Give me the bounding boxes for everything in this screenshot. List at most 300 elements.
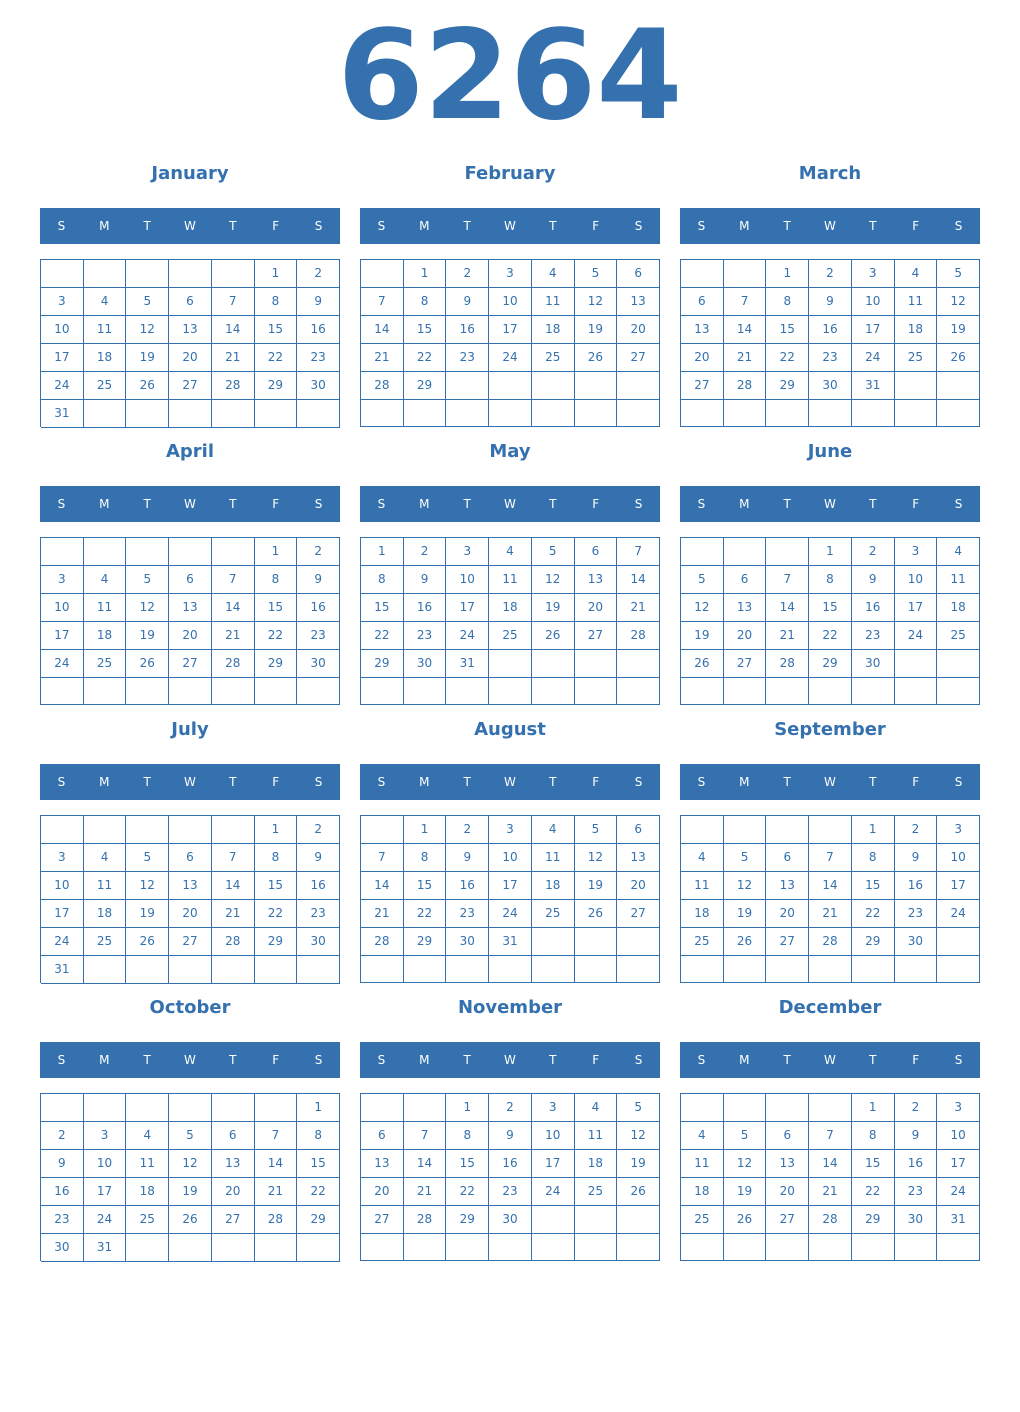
day-cell: 27: [169, 372, 212, 400]
day-cell: 14: [212, 316, 255, 344]
empty-cell: [681, 816, 724, 844]
day-cell: 29: [852, 1206, 895, 1234]
empty-cell: [532, 650, 575, 678]
day-cell: 15: [297, 1150, 340, 1178]
day-cell: 6: [766, 1122, 809, 1150]
day-cell: 9: [809, 288, 852, 316]
empty-cell: [617, 650, 660, 678]
month-may: [360, 440, 660, 706]
day-cell: 2: [852, 538, 895, 566]
day-cell: 4: [575, 1094, 618, 1122]
empty-cell: [724, 956, 767, 983]
weekday-label: M: [739, 775, 750, 789]
weekday-label: M: [419, 1053, 430, 1067]
month-march: [680, 162, 980, 428]
day-cell: 3: [489, 260, 532, 288]
empty-cell: [617, 1234, 660, 1261]
empty-cell: [446, 956, 489, 983]
day-cell: 24: [41, 650, 84, 678]
empty-cell: [404, 1234, 447, 1261]
day-cell: 19: [169, 1178, 212, 1206]
month-name: January: [151, 163, 229, 184]
day-cell: 15: [404, 872, 447, 900]
day-cell: 7: [361, 844, 404, 872]
day-grid: [680, 815, 980, 983]
empty-cell: [681, 956, 724, 983]
day-cell: 14: [724, 316, 767, 344]
weekday-label: F: [272, 1053, 280, 1067]
empty-cell: [852, 1234, 895, 1261]
weekday-label: S: [314, 1053, 323, 1067]
empty-cell: [169, 400, 212, 428]
day-cell: 12: [575, 844, 618, 872]
day-cell: 18: [575, 1150, 618, 1178]
day-cell: 11: [126, 1150, 169, 1178]
day-cell: 25: [84, 650, 127, 678]
day-cell: 29: [404, 372, 447, 400]
empty-cell: [489, 400, 532, 427]
empty-cell: [169, 1094, 212, 1122]
month-december: [680, 996, 980, 1262]
day-cell: 2: [895, 1094, 938, 1122]
empty-cell: [212, 1094, 255, 1122]
day-cell: 9: [297, 566, 340, 594]
day-cell: 13: [169, 316, 212, 344]
empty-cell: [489, 678, 532, 705]
day-cell: 21: [766, 622, 809, 650]
empty-cell: [724, 260, 767, 288]
empty-cell: [169, 956, 212, 984]
month-name: December: [778, 997, 882, 1018]
weekday-label: T: [549, 497, 557, 511]
day-cell: 6: [169, 288, 212, 316]
weekday-label: F: [912, 775, 920, 789]
day-cell: 19: [617, 1150, 660, 1178]
day-cell: 10: [489, 844, 532, 872]
day-cell: 1: [404, 260, 447, 288]
day-cell: 24: [895, 622, 938, 650]
empty-cell: [681, 260, 724, 288]
day-cell: 19: [126, 900, 169, 928]
day-cell: 13: [766, 872, 809, 900]
day-cell: 21: [404, 1178, 447, 1206]
empty-cell: [809, 678, 852, 705]
empty-cell: [255, 956, 298, 984]
day-cell: 12: [126, 316, 169, 344]
empty-cell: [255, 678, 298, 705]
day-cell: 16: [41, 1178, 84, 1206]
day-cell: 6: [724, 566, 767, 594]
empty-cell: [297, 1234, 340, 1262]
empty-cell: [617, 400, 660, 427]
day-cell: 7: [212, 566, 255, 594]
empty-cell: [84, 400, 127, 428]
day-cell: 11: [532, 288, 575, 316]
weekday-label: T: [143, 775, 151, 789]
empty-cell: [852, 678, 895, 705]
empty-cell: [446, 400, 489, 427]
day-cell: 26: [126, 928, 169, 956]
weekday-label: F: [912, 1053, 920, 1067]
day-cell: 21: [212, 622, 255, 650]
day-cell: 28: [724, 372, 767, 400]
day-cell: 15: [361, 594, 404, 622]
day-cell: 5: [575, 816, 618, 844]
day-cell: 20: [169, 622, 212, 650]
empty-cell: [361, 1234, 404, 1261]
day-cell: 3: [895, 538, 938, 566]
day-cell: 25: [681, 928, 724, 956]
month-name: October: [149, 997, 231, 1018]
day-cell: 26: [126, 650, 169, 678]
day-cell: 24: [937, 900, 980, 928]
weekday-label: M: [99, 219, 110, 233]
day-cell: 25: [895, 344, 938, 372]
day-cell: 18: [532, 872, 575, 900]
day-cell: 30: [41, 1234, 84, 1262]
day-cell: 31: [852, 372, 895, 400]
day-cell: 21: [212, 900, 255, 928]
day-cell: 19: [724, 900, 767, 928]
weekday-label: T: [143, 497, 151, 511]
day-cell: 29: [404, 928, 447, 956]
empty-cell: [532, 400, 575, 427]
day-cell: 29: [852, 928, 895, 956]
day-cell: 8: [404, 288, 447, 316]
weekday-label: T: [783, 775, 791, 789]
weekday-header: [40, 1042, 340, 1078]
day-cell: 22: [404, 344, 447, 372]
month-name: September: [774, 719, 886, 740]
day-cell: 4: [126, 1122, 169, 1150]
weekday-header: [40, 486, 340, 522]
day-cell: 2: [297, 260, 340, 288]
empty-cell: [617, 1206, 660, 1234]
day-cell: 8: [446, 1122, 489, 1150]
empty-cell: [809, 400, 852, 427]
day-cell: 23: [404, 622, 447, 650]
empty-cell: [361, 400, 404, 427]
empty-cell: [575, 372, 618, 400]
day-cell: 25: [84, 928, 127, 956]
day-cell: 18: [681, 1178, 724, 1206]
day-cell: 22: [446, 1178, 489, 1206]
day-cell: 22: [852, 1178, 895, 1206]
day-cell: 16: [895, 1150, 938, 1178]
weekday-label: M: [99, 1053, 110, 1067]
month-name: July: [171, 719, 209, 740]
empty-cell: [724, 816, 767, 844]
day-cell: 31: [41, 956, 84, 984]
day-cell: 27: [617, 344, 660, 372]
weekday-label: S: [377, 219, 386, 233]
day-cell: 4: [84, 288, 127, 316]
year-title: 6264: [337, 4, 683, 148]
weekday-header: [680, 208, 980, 244]
day-cell: 15: [446, 1150, 489, 1178]
day-cell: 12: [126, 594, 169, 622]
day-cell: 30: [297, 928, 340, 956]
day-grid: [40, 1093, 340, 1261]
empty-cell: [766, 816, 809, 844]
day-cell: 11: [84, 872, 127, 900]
day-cell: 13: [361, 1150, 404, 1178]
weekday-label: S: [377, 1053, 386, 1067]
day-cell: 12: [724, 1150, 767, 1178]
empty-cell: [895, 372, 938, 400]
month-february: [360, 162, 660, 428]
day-cell: 18: [532, 316, 575, 344]
empty-cell: [617, 372, 660, 400]
day-cell: 6: [361, 1122, 404, 1150]
weekday-label: W: [824, 775, 836, 789]
empty-cell: [126, 400, 169, 428]
day-cell: 9: [41, 1150, 84, 1178]
day-cell: 1: [255, 816, 298, 844]
weekday-header: [680, 486, 980, 522]
day-cell: 19: [724, 1178, 767, 1206]
day-cell: 17: [41, 622, 84, 650]
day-cell: 6: [617, 260, 660, 288]
day-cell: 8: [809, 566, 852, 594]
day-cell: 8: [852, 844, 895, 872]
day-cell: 30: [809, 372, 852, 400]
weekday-label: T: [549, 219, 557, 233]
weekday-label: T: [143, 219, 151, 233]
day-cell: 14: [809, 872, 852, 900]
day-cell: 16: [809, 316, 852, 344]
day-cell: 27: [575, 622, 618, 650]
day-cell: 12: [532, 566, 575, 594]
day-cell: 5: [724, 1122, 767, 1150]
empty-cell: [766, 956, 809, 983]
empty-cell: [41, 678, 84, 705]
day-cell: 7: [255, 1122, 298, 1150]
day-cell: 14: [361, 316, 404, 344]
day-cell: 10: [84, 1150, 127, 1178]
empty-cell: [84, 260, 127, 288]
empty-cell: [297, 678, 340, 705]
day-cell: 28: [766, 650, 809, 678]
day-cell: 8: [297, 1122, 340, 1150]
day-cell: 9: [446, 844, 489, 872]
day-cell: 27: [766, 1206, 809, 1234]
day-cell: 7: [404, 1122, 447, 1150]
day-cell: 19: [937, 316, 980, 344]
weekday-header: [680, 764, 980, 800]
day-cell: 23: [489, 1178, 532, 1206]
day-cell: 9: [297, 844, 340, 872]
day-cell: 17: [446, 594, 489, 622]
day-cell: 20: [212, 1178, 255, 1206]
weekday-label: T: [463, 497, 471, 511]
weekday-label: S: [314, 219, 323, 233]
day-cell: 29: [766, 372, 809, 400]
day-cell: 11: [84, 594, 127, 622]
day-cell: 17: [489, 316, 532, 344]
day-cell: 3: [937, 1094, 980, 1122]
empty-cell: [724, 678, 767, 705]
day-cell: 8: [255, 566, 298, 594]
empty-cell: [126, 956, 169, 984]
weekday-label: M: [99, 497, 110, 511]
day-cell: 4: [84, 844, 127, 872]
day-cell: 12: [617, 1122, 660, 1150]
weekday-label: T: [869, 497, 877, 511]
day-cell: 4: [937, 538, 980, 566]
empty-cell: [617, 956, 660, 983]
weekday-label: S: [954, 1053, 963, 1067]
day-cell: 1: [766, 260, 809, 288]
day-grid: [360, 259, 660, 427]
month-name: February: [464, 163, 556, 184]
day-cell: 18: [84, 622, 127, 650]
weekday-label: S: [697, 1053, 706, 1067]
day-cell: 26: [937, 344, 980, 372]
weekday-label: S: [314, 497, 323, 511]
empty-cell: [84, 538, 127, 566]
day-cell: 26: [724, 928, 767, 956]
day-cell: 16: [297, 594, 340, 622]
weekday-label: M: [99, 775, 110, 789]
day-cell: 2: [489, 1094, 532, 1122]
day-cell: 11: [575, 1122, 618, 1150]
empty-cell: [575, 928, 618, 956]
day-cell: 25: [84, 372, 127, 400]
day-grid: [680, 537, 980, 705]
day-cell: 3: [532, 1094, 575, 1122]
empty-cell: [937, 1234, 980, 1261]
empty-cell: [212, 400, 255, 428]
empty-cell: [937, 650, 980, 678]
day-cell: 25: [575, 1178, 618, 1206]
empty-cell: [937, 372, 980, 400]
day-cell: 14: [361, 872, 404, 900]
day-cell: 19: [681, 622, 724, 650]
weekday-label: S: [954, 219, 963, 233]
day-cell: 5: [724, 844, 767, 872]
empty-cell: [937, 400, 980, 427]
empty-cell: [404, 678, 447, 705]
day-grid: [360, 1093, 660, 1261]
empty-cell: [895, 678, 938, 705]
day-cell: 25: [937, 622, 980, 650]
weekday-label: S: [697, 775, 706, 789]
empty-cell: [681, 1234, 724, 1261]
day-cell: 13: [169, 594, 212, 622]
empty-cell: [852, 400, 895, 427]
empty-cell: [766, 538, 809, 566]
day-cell: 15: [255, 594, 298, 622]
empty-cell: [575, 1206, 618, 1234]
day-cell: 15: [809, 594, 852, 622]
day-cell: 4: [532, 816, 575, 844]
day-cell: 5: [126, 288, 169, 316]
empty-cell: [575, 400, 618, 427]
empty-cell: [809, 1094, 852, 1122]
empty-cell: [404, 956, 447, 983]
day-cell: 25: [681, 1206, 724, 1234]
empty-cell: [212, 260, 255, 288]
empty-cell: [681, 1094, 724, 1122]
day-cell: 11: [84, 316, 127, 344]
day-cell: 1: [255, 260, 298, 288]
weekday-label: T: [463, 775, 471, 789]
day-cell: 29: [446, 1206, 489, 1234]
empty-cell: [532, 956, 575, 983]
month-name: April: [165, 441, 215, 462]
month-october: [40, 996, 340, 1262]
day-cell: 2: [446, 260, 489, 288]
day-cell: 29: [297, 1206, 340, 1234]
day-cell: 30: [297, 650, 340, 678]
weekday-label: W: [824, 219, 836, 233]
day-cell: 29: [361, 650, 404, 678]
weekday-header: [40, 208, 340, 244]
day-cell: 6: [681, 288, 724, 316]
day-cell: 9: [489, 1122, 532, 1150]
weekday-label: F: [592, 1053, 600, 1067]
empty-cell: [724, 538, 767, 566]
day-cell: 9: [297, 288, 340, 316]
day-cell: 24: [937, 1178, 980, 1206]
month-name: June: [807, 441, 853, 462]
day-cell: 11: [489, 566, 532, 594]
day-cell: 10: [41, 316, 84, 344]
day-cell: 22: [404, 900, 447, 928]
empty-cell: [361, 678, 404, 705]
empty-cell: [446, 678, 489, 705]
day-cell: 20: [766, 1178, 809, 1206]
empty-cell: [84, 816, 127, 844]
day-cell: 26: [724, 1206, 767, 1234]
day-cell: 2: [297, 816, 340, 844]
empty-cell: [126, 816, 169, 844]
day-cell: 1: [809, 538, 852, 566]
day-cell: 28: [212, 372, 255, 400]
day-cell: 14: [212, 594, 255, 622]
day-cell: 18: [895, 316, 938, 344]
day-cell: 7: [212, 288, 255, 316]
day-cell: 24: [41, 372, 84, 400]
weekday-label: T: [229, 775, 237, 789]
day-cell: 7: [361, 288, 404, 316]
weekday-label: T: [549, 1053, 557, 1067]
day-cell: 12: [169, 1150, 212, 1178]
day-cell: 15: [766, 316, 809, 344]
month-june: [680, 440, 980, 706]
empty-cell: [532, 928, 575, 956]
day-cell: 13: [575, 566, 618, 594]
day-cell: 24: [41, 928, 84, 956]
day-cell: 27: [681, 372, 724, 400]
empty-cell: [297, 400, 340, 428]
weekday-label: S: [634, 775, 643, 789]
day-cell: 28: [212, 928, 255, 956]
day-cell: 13: [617, 844, 660, 872]
day-cell: 6: [617, 816, 660, 844]
weekday-label: W: [504, 219, 516, 233]
weekday-label: W: [504, 497, 516, 511]
day-cell: 5: [126, 844, 169, 872]
day-cell: 28: [809, 1206, 852, 1234]
empty-cell: [212, 956, 255, 984]
day-cell: 14: [617, 566, 660, 594]
empty-cell: [617, 928, 660, 956]
day-cell: 13: [766, 1150, 809, 1178]
weekday-label: T: [549, 775, 557, 789]
day-cell: 23: [41, 1206, 84, 1234]
